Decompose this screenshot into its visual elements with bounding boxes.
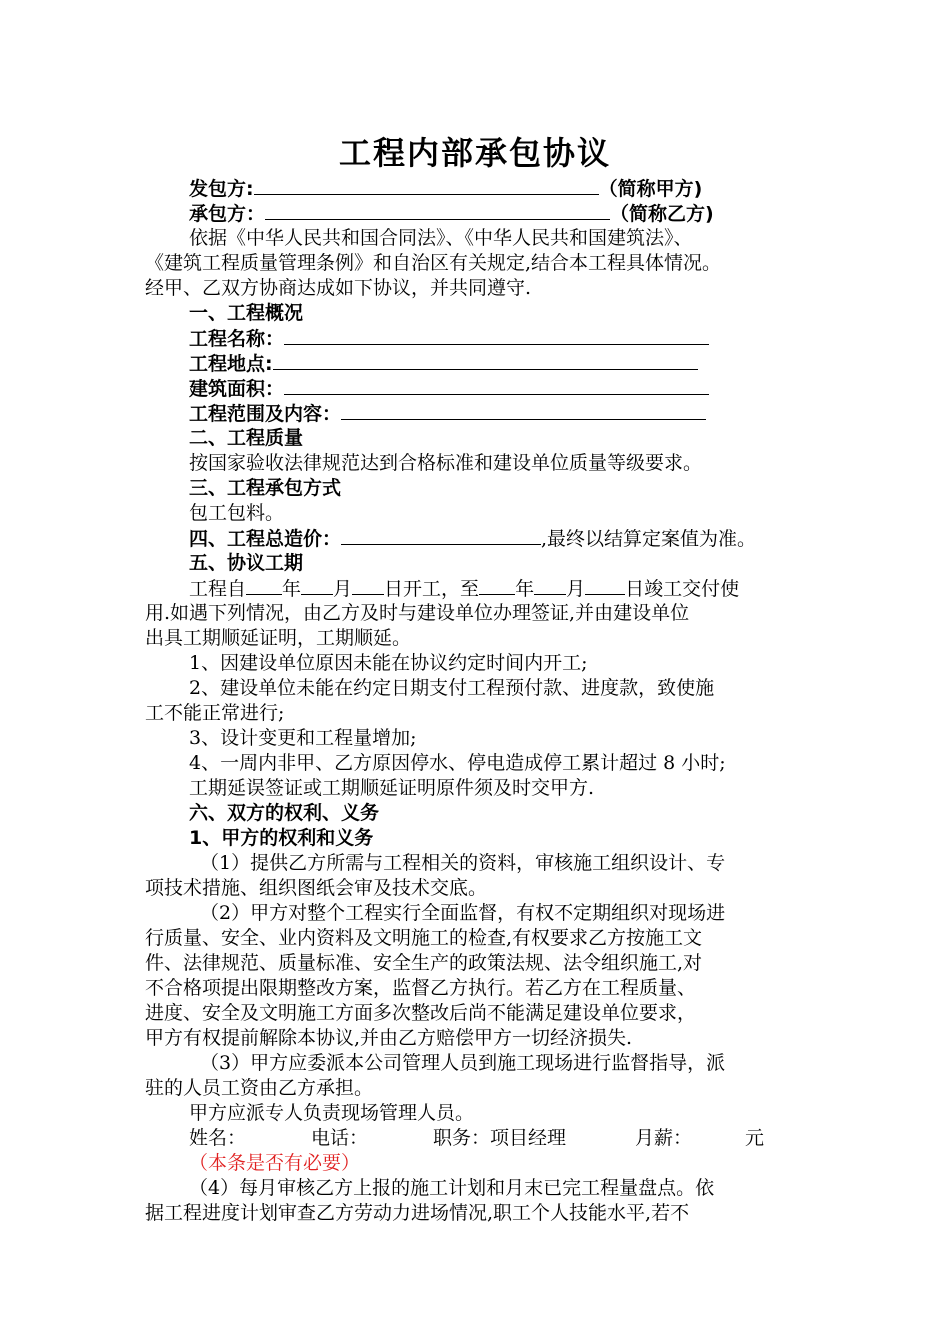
end-year-blank <box>479 576 515 595</box>
party-b-line <box>145 201 869 226</box>
section-1-heading: 一、工程概况 <box>189 302 304 324</box>
clause-3-line-3: 甲方应派专人负责现场管理人员。 <box>189 1102 475 1124</box>
project-location-line <box>145 351 869 376</box>
project-location-label: 工程地点: <box>189 353 273 375</box>
clause-1-line-1: （1）提供乙方所需与工程相关的资料，审核施工组织设计、专 <box>200 852 726 874</box>
party-b-label: 承包方： <box>189 203 266 225</box>
list-item-1: 1、因建设单位原因未能在协议约定时间内开工; <box>189 652 588 674</box>
section-6-heading: 六、双方的权利、义务 <box>189 802 380 824</box>
start-day-blank <box>352 576 384 595</box>
staff-salary-label: 月薪： <box>635 1127 693 1149</box>
party-a-label: 发包方: <box>189 178 254 200</box>
section-3-text: 包工包料。 <box>189 502 285 524</box>
party-a-blank <box>254 176 599 195</box>
clause-3-line-1: （3）甲方应委派本公司管理人员到施工现场进行监督指导，派 <box>200 1052 726 1074</box>
section-4-label: 四、工程总造价： <box>189 528 342 550</box>
total-cost-blank <box>341 526 541 545</box>
duration-text-2: 用.如遇下列情况，由乙方及时与建设单位办理签证,并由建设单位 <box>145 602 690 624</box>
start-year-blank <box>246 576 282 595</box>
staff-info-line <box>145 1126 869 1150</box>
clause-2-line-1: （2）甲方对整个工程实行全面监督，有权不定期组织对现场进 <box>200 902 726 924</box>
staff-salary-unit: 元 <box>745 1127 765 1149</box>
intro-line-2: 《建筑工程质量管理条例》和自治区有关规定,结合本工程具体情况。 <box>145 252 722 274</box>
project-name-label: 工程名称： <box>189 328 285 350</box>
party-a-line <box>145 176 869 201</box>
section-3-heading: 三、工程承包方式 <box>189 477 342 499</box>
project-name-line <box>145 326 869 351</box>
clause-2-line-6: 甲方有权提前解除本协议,并由乙方赔偿甲方一切经济损失. <box>145 1027 633 1049</box>
building-area-blank <box>284 376 709 395</box>
building-area-label: 建筑面积： <box>189 378 285 400</box>
staff-phone-label: 电话： <box>311 1127 369 1149</box>
duration-month-label-2: 月 <box>566 578 586 600</box>
clause-4-line-2: 据工程进度计划审查乙方劳动力进场情况,职工个人技能水平,若不 <box>145 1202 690 1224</box>
clause-2-line-2: 行质量、安全、业内资料及文明施工的检查,有权要求乙方按施工文 <box>145 927 703 949</box>
project-name-blank <box>284 326 709 345</box>
duration-line <box>145 576 869 601</box>
clause-2-line-3: 件、法律规范、质量标准、安全生产的政策法规、法令组织施工,对 <box>145 952 703 974</box>
clause-1-line-2: 项技术措施、组织图纸会审及技术交底。 <box>145 877 488 899</box>
list-item-2b: 工不能正常进行; <box>145 702 285 724</box>
section-2-text: 按国家验收法律规范达到合格标准和建设单位质量等级要求。 <box>189 452 703 474</box>
duration-text-end: 日竣工交付使 <box>625 578 740 600</box>
end-month-blank <box>534 576 566 595</box>
section-6-sub-1: 1、甲方的权利和义务 <box>189 827 374 849</box>
duration-year-label-2: 年 <box>515 578 535 600</box>
project-scope-label: 工程范围及内容： <box>189 403 342 425</box>
duration-text-3: 出具工期顺延证明，工期顺延。 <box>145 627 412 649</box>
clause-4-line-1: （4）每月审核乙方上报的施工计划和月末已完工程量盘点。依 <box>189 1177 715 1199</box>
page-title: 工程内部承包协议 <box>338 134 611 172</box>
duration-year-label: 年 <box>282 578 302 600</box>
duration-text-mid: 日开工，至 <box>384 578 480 600</box>
party-b-suffix: （简称乙方) <box>610 203 714 225</box>
staff-position-label: 职务：项目经理 <box>433 1127 567 1149</box>
clause-2-line-5: 进度、安全及文明施工方面多次整改后尚不能满足建设单位要求， <box>145 1002 697 1024</box>
list-item-2a: 2、建设单位未能在约定日期支付工程预付款、进度款，致使施 <box>189 677 715 699</box>
clause-3-line-2: 驻的人员工资由乙方承担。 <box>145 1077 374 1099</box>
list-item-3: 3、设计变更和工程量增加; <box>189 727 417 749</box>
duration-month-label: 月 <box>333 578 353 600</box>
project-location-blank <box>273 351 698 370</box>
building-area-line <box>145 376 869 401</box>
list-item-4: 4、一周内非甲、乙方原因停水、停电造成停工累计超过 8 小时; <box>189 752 726 774</box>
duration-text-start: 工程自 <box>189 578 247 600</box>
party-a-suffix: （简称甲方) <box>598 178 703 200</box>
section-4-line <box>145 526 869 551</box>
project-scope-blank <box>341 401 706 420</box>
project-scope-line <box>145 401 869 426</box>
remark-note: （本条是否有必要） <box>189 1152 361 1174</box>
party-b-blank <box>265 201 610 220</box>
section-4-suffix: ,最终以结算定案值为准。 <box>541 528 757 550</box>
staff-name-label: 姓名： <box>189 1127 247 1149</box>
clause-2-line-4: 不合格项提出限期整改方案，监督乙方执行。若乙方在工程质量、 <box>145 977 697 999</box>
intro-line-3: 经甲、乙双方协商达成如下协议，并共同遵守. <box>145 277 532 299</box>
end-day-blank <box>585 576 625 595</box>
start-month-blank <box>301 576 333 595</box>
section-5-heading: 五、协议工期 <box>189 552 304 574</box>
intro-line-1: 依据《中华人民共和国合同法》、《中华人民共和国建筑法》、 <box>189 227 693 249</box>
duration-note: 工期延误签证或工期顺延证明原件须及时交甲方. <box>189 777 595 799</box>
section-2-heading: 二、工程质量 <box>189 427 304 449</box>
